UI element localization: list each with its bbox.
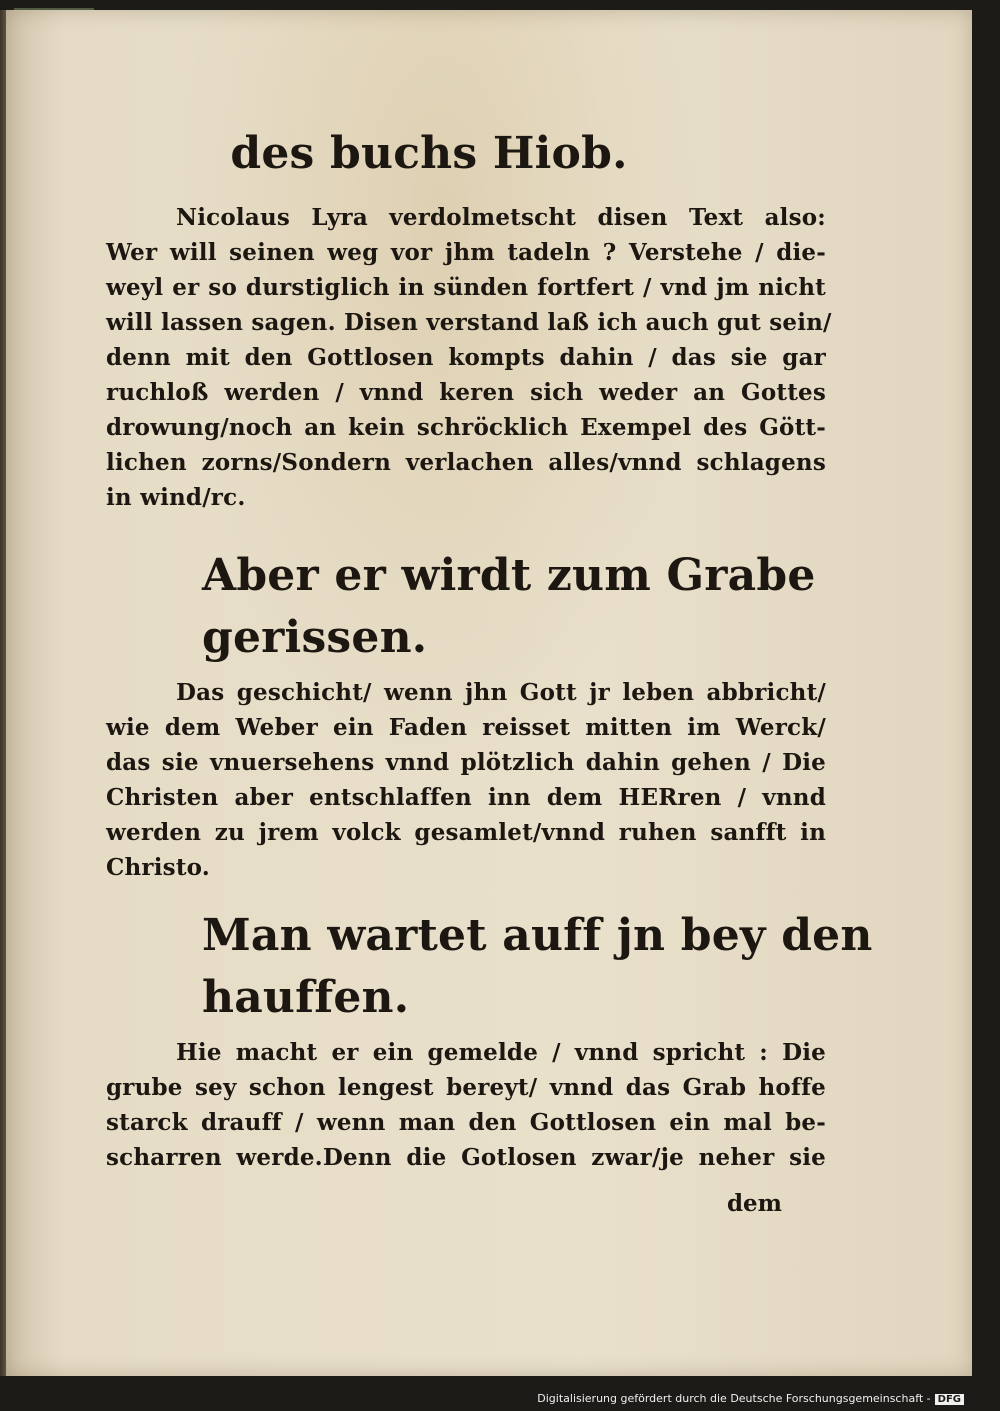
- text-line: lichen zorns/Sondern verlachen alles/vnnd schlagens: [106, 449, 826, 476]
- text-line: denn mit den Gottlosen kompts dahin / das sie gar: [106, 344, 826, 371]
- text-line: Hie macht er ein gemelde / vnnd spricht : Die: [176, 1039, 826, 1066]
- text-line: Wer will seinen weg vor jhm tadeln ? Verstehe / die-: [106, 239, 826, 266]
- dfg-logo: DFG: [935, 1394, 964, 1405]
- text-line: werden zu jrem volck gesamlet/vnnd ruhen sanfft in: [106, 819, 826, 846]
- digitization-credit: [537, 1392, 964, 1405]
- paragraph-commentary-3: [106, 1035, 826, 1175]
- verse-heading-2: [202, 905, 873, 1029]
- verse-line: gerissen.: [202, 612, 428, 663]
- text-line: Christen aber entschlaffen inn dem HERren / vnnd: [106, 784, 826, 811]
- text-line: grube sey schon lengest bereyt/ vnnd das Grab hoffe: [106, 1074, 826, 1101]
- scanned-page: [6, 10, 972, 1376]
- text-line: das sie vnuersehens vnnd plötzlich dahin gehen / Die: [106, 749, 826, 776]
- text-line: Das geschicht/ wenn jhn Gott jr leben abbricht/: [176, 679, 826, 706]
- verse-line: hauffen.: [202, 972, 410, 1023]
- text-line: in wind/rc.: [106, 484, 246, 511]
- text-line: Nicolaus Lyra verdolmetscht disen Text also:: [176, 204, 826, 231]
- credit-text: Digitalisierung gefördert durch die Deutsche Forschungsgemeinschaft -: [537, 1392, 931, 1405]
- text-line: scharren werde.Denn die Gotlosen zwar/je neher sie: [106, 1144, 826, 1171]
- catchword: dem: [726, 1190, 782, 1217]
- text-line: Christo.: [106, 854, 210, 881]
- verse-heading-1: [202, 545, 816, 669]
- text-line: will lassen sagen. Disen verstand laß ich auch gut sein/: [106, 309, 832, 336]
- paragraph-commentary-2: [106, 675, 826, 885]
- paragraph-commentary-1: [106, 200, 832, 515]
- verse-line: Aber er wirdt zum Grabe: [202, 550, 816, 601]
- text-line: wie dem Weber ein Faden reisset mitten im Werck/: [106, 714, 826, 741]
- verse-line: Man wartet auff jn bey den: [202, 910, 873, 961]
- text-line: ruchloß werden / vnnd keren sich weder an Gottes: [106, 379, 826, 406]
- text-line: drowung/noch an kein schröcklich Exempel des Gött-: [106, 414, 826, 441]
- running-header: des buchs Hiob.: [230, 128, 628, 179]
- text-line: starck drauff / wenn man den Gottlosen ein mal be-: [106, 1109, 826, 1136]
- text-line: weyl er so durstiglich in sünden fortfert / vnd jm nicht: [106, 274, 826, 301]
